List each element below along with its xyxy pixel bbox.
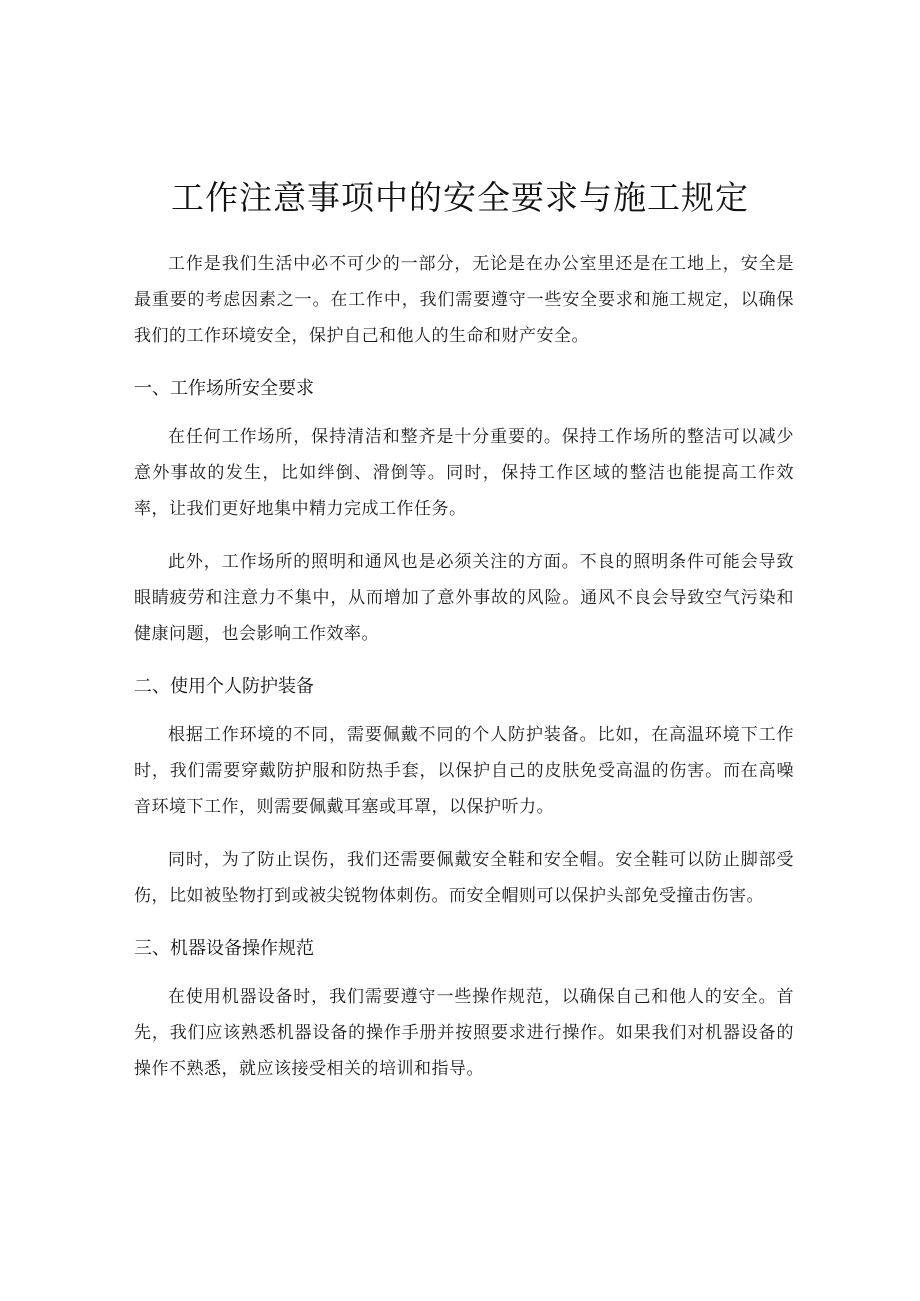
section-heading: 三、机器设备操作规范 <box>134 938 314 959</box>
intro-paragraph: 工作是我们生活中必不可少的一部分，无论是在办公室里还是在工地上，安全是最重要的考虑因素之一。在工作中，我们需要遵守一些安全要求和施工规定，以确保我们的工作环境安全，保护自己和他人的生命和财产安全。 <box>134 254 794 346</box>
section-paragraph: 同时，为了防止误伤，我们还需要佩戴安全鞋和安全帽。安全鞋可以防止脚部受伤，比如被坠物打到或被尖锐物体刺伤。而安全帽则可以保护头部免受撞击伤害。 <box>134 850 794 906</box>
section-protective-equipment <box>134 669 794 914</box>
section-paragraph: 在任何工作场所，保持清洁和整齐是十分重要的。保持工作场所的整洁可以减少意外事故的发生，比如绊倒、滑倒等。同时，保持工作区域的整洁也能提高工作效率，让我们更好地集中精力完成工作任务。 <box>134 427 794 519</box>
section-machine-operation <box>134 931 794 1087</box>
document-title: 工作注意事项中的安全要求与施工规定 <box>171 178 749 217</box>
section-heading: 一、工作场所安全要求 <box>134 378 314 399</box>
section-heading: 二、使用个人防护装备 <box>134 676 314 697</box>
section-paragraph: 在使用机器设备时，我们需要遵守一些操作规范，以确保自己和他人的安全。首先，我们应该熟悉机器设备的操作手册并按照要求进行操作。如果我们对机器设备的操作不熟悉，就应该接受相关的培训和指导。 <box>134 987 794 1079</box>
section-paragraph: 根据工作环境的不同，需要佩戴不同的个人防护装备。比如，在高温环境下工作时，我们需要穿戴防护服和防热手套，以保护自己的皮肤免受高温的伤害。而在高噪音环境下工作，则需要佩戴耳塞或耳罩，以保护听力。 <box>134 725 794 817</box>
section-workplace-safety <box>134 371 794 652</box>
section-paragraph: 此外，工作场所的照明和通风也是必须关注的方面。不良的照明条件可能会导致眼睛疲劳和注意力不集中，从而增加了意外事故的风险。通风不良会导致空气污染和健康问题，也会影响工作效率。 <box>134 552 794 644</box>
document-body <box>134 246 794 1104</box>
